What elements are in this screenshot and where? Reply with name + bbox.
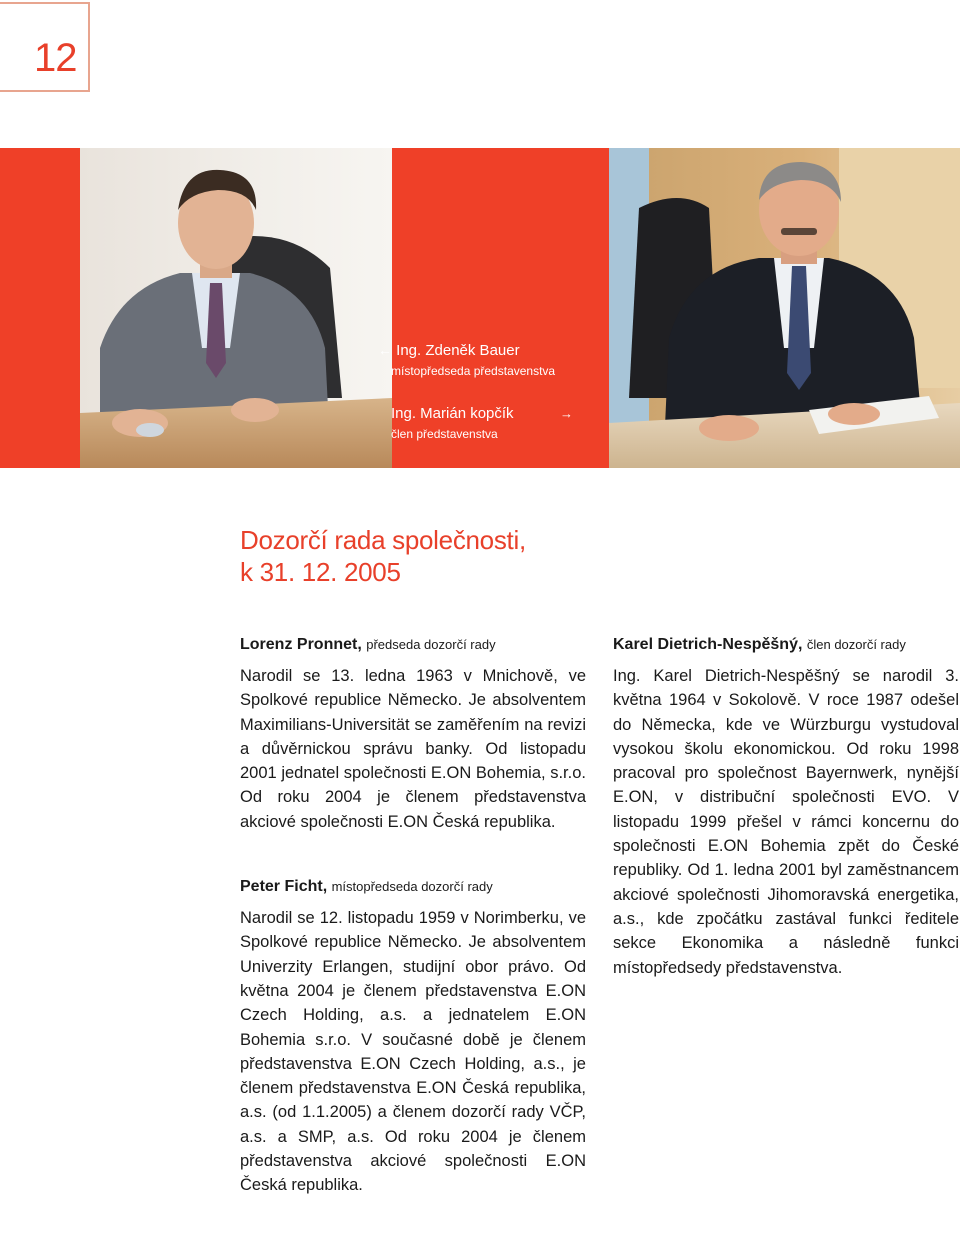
member-heading-pronnet <box>240 634 586 656</box>
caption-name-1 <box>378 342 555 360</box>
member-bio-dietrich: Ing. Karel Dietrich-Nespěšný se narodil 3. května 1964 v Sokolově. V roce 1987 odešel do Německa, kde ve Würzburgu vystudoval vysokou školu ekonomickou. Od roku 1998 pracoval pro společnost Bayernwerk, nynější E.ON, v distribuční společnosti EVO. V listopadu 1999 přešel v rámci koncernu do společnosti E.ON Bohemia zpět do České republiky. Od 1. ledna 2001 byl zaměstnancem akciové společnosti Jihomoravská energetika, a.s., kde zpočátku zastával funkci ředitele sekce Ekonomika a následně funkci místopředsedy představenstva. <box>613 667 959 977</box>
arrow-left-icon: ← <box>378 342 392 358</box>
caption-role-2: člen představenstva <box>391 427 498 441</box>
caption-name-2: Ing. Marián kopčík <box>391 405 514 422</box>
photo-marian-kopcik <box>609 148 960 468</box>
arrow-right-icon: → <box>560 406 573 421</box>
photo-zdenek-bauer <box>80 148 392 468</box>
page-number: 12 <box>34 36 77 80</box>
member-role-dietrich: člen dozorčí rady <box>806 637 906 652</box>
section-title-line1: Dozorčí rada společnosti, <box>240 525 526 555</box>
left-column <box>240 634 586 1198</box>
caption-zdenek-bauer <box>378 342 555 378</box>
member-name-ficht: Peter Ficht, <box>240 878 328 896</box>
portrait-left-image <box>80 148 392 468</box>
member-role-ficht: místopředseda dozorčí rady <box>331 879 493 895</box>
member-name-dietrich: Karel Dietrich-Nespěšný, <box>613 636 803 653</box>
member-bio-pronnet: Narodil se 13. ledna 1963 v Mnichově, ve Spolkové republice Německo. Je absolventem Maximilians-Universität se zaměřením na revizi a důvěrnickou správu banky. Od listopadu 2001 jednatel společnosti E.ON Bohemia, s.r.o. Od roku 2004 je členem představenstva akciové společnosti E.ON Česká republika. <box>240 667 586 831</box>
member-bio-ficht: Narodil se 12. listopadu 1959 v Norimberku, ve Spolkové republice Německo. Je absolventem Univerzity Erlangen, studijní obor právo. Od května 2004 je členem představenstva E.ON Czech Holding, a.s. a jednatelem E.ON Bohemia s.r.o. V současné době je členem představenstva E.ON Czech Holding, a.s., je členem představenstva E.ON Česká republika, a.s. (od 1.1.2005) a členem dozorčí rady VČP, a.s. a SMP, a.s. Od roku 2004 je členem představenstva akciové společnosti E.ON Česká republika. <box>240 909 586 1195</box>
caption-marian-kopcik <box>391 405 514 441</box>
caption-name-1-text: Ing. Zdeněk Bauer <box>396 342 520 359</box>
member-heading-ficht <box>240 876 586 898</box>
right-column <box>613 634 959 980</box>
caption-role-1: místopředseda představenstva <box>391 364 556 378</box>
portrait-right-image <box>609 148 960 468</box>
member-name-pronnet: Lorenz Pronnet, <box>240 636 362 653</box>
member-heading-dietrich <box>613 634 959 656</box>
section-title <box>240 524 526 588</box>
section-title-line2: k 31. 12. 2005 <box>240 557 401 587</box>
member-role-pronnet: předseda dozorčí rady <box>366 637 496 652</box>
spacer <box>240 834 586 876</box>
